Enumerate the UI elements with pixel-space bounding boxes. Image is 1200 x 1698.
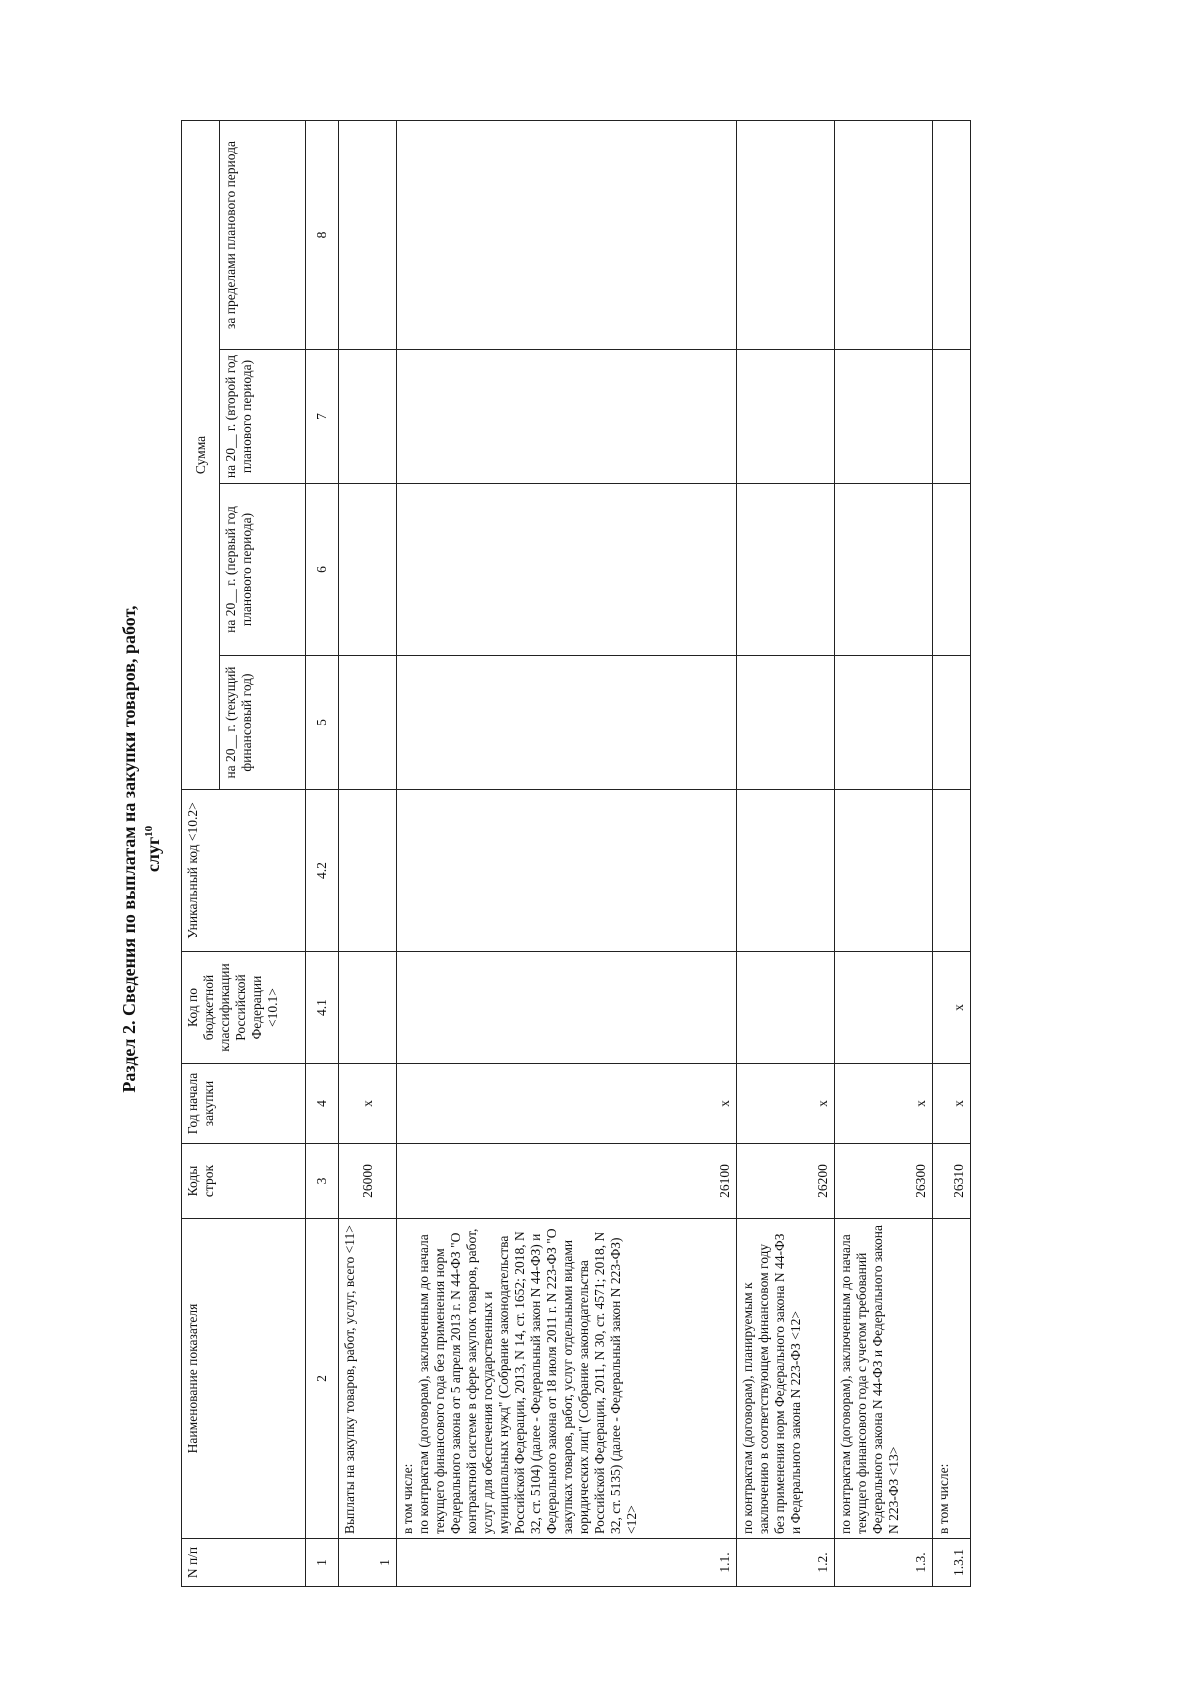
row-sum-current xyxy=(397,656,737,790)
purchases-table xyxy=(181,120,971,1587)
header-year-current: на 20__ г. (текущий финансовый год) xyxy=(220,656,306,790)
row-sum-current xyxy=(835,656,933,790)
row-sum-first-plan xyxy=(397,484,737,656)
row-start-year: x xyxy=(339,1064,397,1144)
row-kbk xyxy=(397,952,737,1064)
row-number: 1.1. xyxy=(397,1539,737,1587)
title-footnote: 10 xyxy=(143,825,155,837)
header-beyond-plan: за пределами планового периода xyxy=(220,120,306,349)
row-kbk xyxy=(835,952,933,1064)
row-number: 1.3. xyxy=(835,1539,933,1587)
row-kbk xyxy=(737,952,835,1064)
column-number: 5 xyxy=(306,656,339,790)
row-sum-first-plan xyxy=(737,484,835,656)
row-unique-code xyxy=(835,790,933,952)
header-unique-code: Уникальный код <10.2> xyxy=(182,790,306,952)
row-sum-second-plan xyxy=(737,350,835,484)
header-name: Наименование показателя xyxy=(182,1219,306,1539)
row-sum-first-plan xyxy=(339,484,397,656)
column-number: 6 xyxy=(306,484,339,656)
row-start-year: x xyxy=(737,1064,835,1144)
table-row xyxy=(397,120,737,1586)
row-number: 1.3.1 xyxy=(933,1539,971,1587)
row-unique-code xyxy=(339,790,397,952)
row-code: 26100 xyxy=(397,1144,737,1219)
row-start-year: x xyxy=(835,1064,933,1144)
column-number: 2 xyxy=(306,1219,339,1539)
row-sum-first-plan xyxy=(933,484,971,656)
row-number: 1.2. xyxy=(737,1539,835,1587)
row-sum-beyond-plan xyxy=(933,120,971,349)
header-code: Коды строк xyxy=(182,1144,306,1219)
column-number: 1 xyxy=(306,1539,339,1587)
table-row xyxy=(835,120,933,1586)
column-number: 4 xyxy=(306,1064,339,1144)
row-sum-second-plan xyxy=(933,350,971,484)
row-code: 26310 xyxy=(933,1144,971,1219)
row-sum-second-plan xyxy=(339,350,397,484)
row-unique-code xyxy=(397,790,737,952)
row-sum-beyond-plan xyxy=(835,120,933,349)
column-number: 4.2 xyxy=(306,790,339,952)
header-kbk: Код по бюджетной классификации Российской Федерации <10.1> xyxy=(182,952,306,1064)
row-sum-current xyxy=(933,656,971,790)
row-start-year: x xyxy=(397,1064,737,1144)
column-number: 3 xyxy=(306,1144,339,1219)
table-row xyxy=(339,120,397,1586)
section-title xyxy=(33,39,173,1659)
row-sum-second-plan xyxy=(835,350,933,484)
header-num: N п/п xyxy=(182,1539,306,1587)
row-start-year: x xyxy=(933,1064,971,1144)
row-name: в том числе: по контрактам (договорам), заключенным до начала текущего финансового года без применения норм Федерального закона от 5 апреля 2013 г. N 44-ФЗ "О контрактной системе в сфере закупок товаров, работ, услуг для обеспечения государственных и муниципальных нужд" (Собрание законодательства Российской Федерации, 2013, N 14, ст. 1652; 2018, N 32, ст. 5104) (далее - Федеральный закон N 44-ФЗ) и Федерального закона от 18 июля 2011 г. N 223-ФЗ "О закупках товаров, работ, услуг отдельными видами юридических лиц" (Собрание законодательства Российской Федерации, 2011, N 30, ст. 4571; 2018, N 32, ст. 5135) (далее - Федеральный закон N 223-ФЗ) <12> xyxy=(397,1219,737,1539)
row-name: по контрактам (договорам), заключенным до начала текущего финансового года с учетом требований Федерального закона N 44-ФЗ и Федерального закона N 223-ФЗ <13> xyxy=(835,1219,933,1539)
row-kbk: x xyxy=(933,952,971,1064)
row-number: 1 xyxy=(339,1539,397,1587)
table-row xyxy=(737,120,835,1586)
row-sum-current xyxy=(737,656,835,790)
header-year: Год начала закупки xyxy=(182,1064,306,1144)
column-numbers-row xyxy=(306,120,339,1586)
header-year-first-plan: на 20__ г. (первый год планового периода) xyxy=(220,484,306,656)
column-number: 7 xyxy=(306,350,339,484)
row-code: 26300 xyxy=(835,1144,933,1219)
row-sum-second-plan xyxy=(397,350,737,484)
column-number: 8 xyxy=(306,120,339,349)
row-sum-first-plan xyxy=(835,484,933,656)
row-name: в том числе: xyxy=(933,1219,971,1539)
row-sum-beyond-plan xyxy=(737,120,835,349)
row-sum-beyond-plan xyxy=(339,120,397,349)
table-row xyxy=(933,120,971,1586)
rotated-page xyxy=(33,39,1167,1659)
row-unique-code xyxy=(933,790,971,952)
column-number: 4.1 xyxy=(306,952,339,1064)
title-line-2: слуг xyxy=(143,836,163,873)
row-name: по контрактам (договорам), планируемым к заключению в соответствующем финансовом году без применения норм Федерального закона N 44-ФЗ и Федерального закона N 223-ФЗ <12> xyxy=(737,1219,835,1539)
row-code: 26000 xyxy=(339,1144,397,1219)
row-sum-current xyxy=(339,656,397,790)
row-unique-code xyxy=(737,790,835,952)
title-line-1: Раздел 2. Сведения по выплатам на закупки товаров, работ, xyxy=(119,605,139,1093)
row-code: 26200 xyxy=(737,1144,835,1219)
row-kbk xyxy=(339,952,397,1064)
row-sum-beyond-plan xyxy=(397,120,737,349)
header-year-second-plan: на 20__ г. (второй год планового периода) xyxy=(220,350,306,484)
row-name: Выплаты на закупку товаров, работ, услуг, всего <11> xyxy=(339,1219,397,1539)
header-sum: Сумма xyxy=(182,120,220,789)
